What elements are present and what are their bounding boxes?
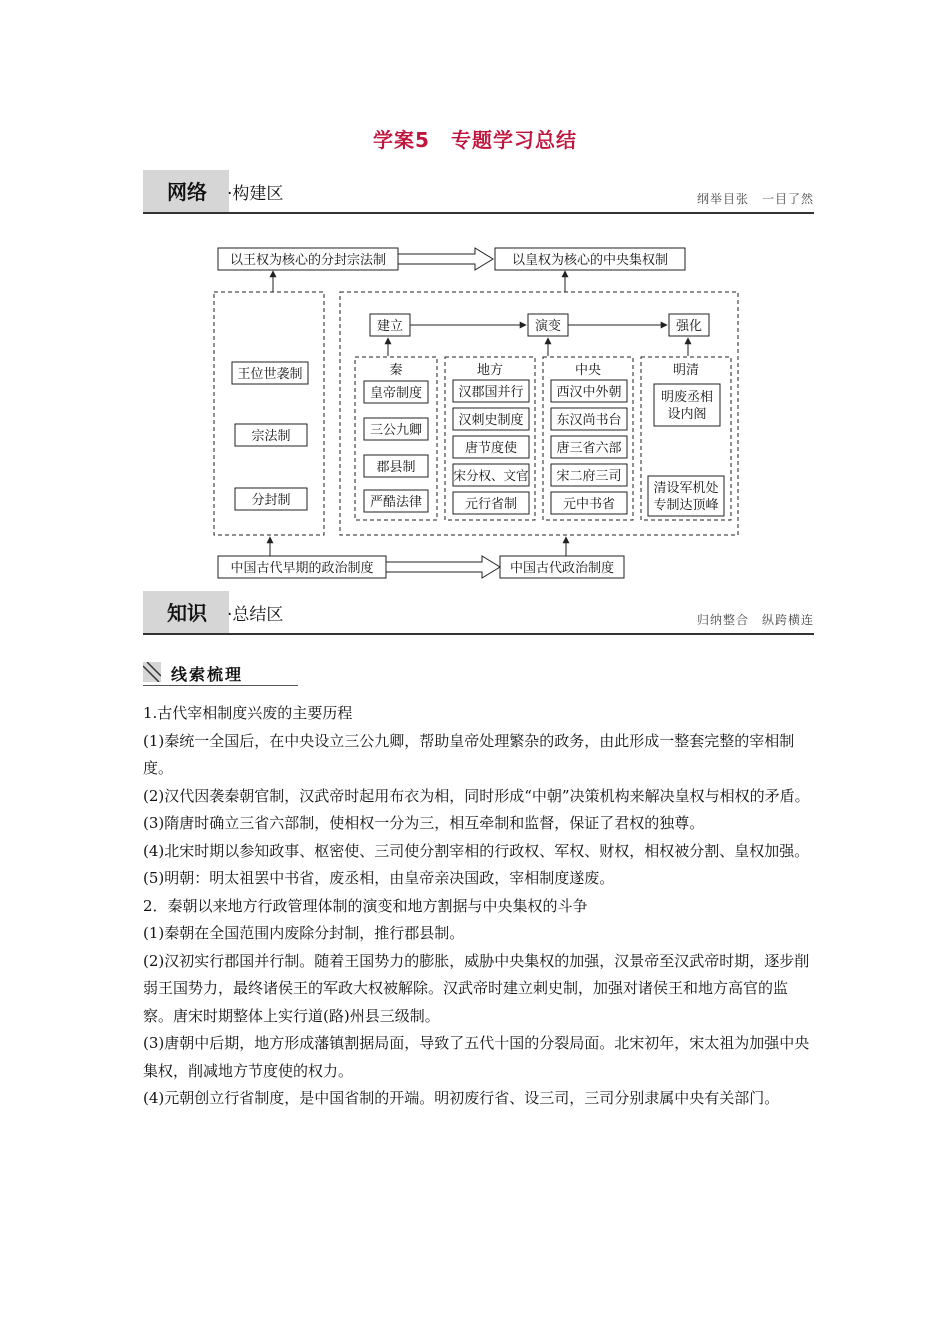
section-motto: 纲举目张 一目了然 bbox=[696, 192, 814, 206]
paragraph: 1.古代宰相制度兴废的主要历程 bbox=[143, 704, 353, 722]
section-subtitle: ·总结区 bbox=[227, 605, 284, 625]
summary-content bbox=[143, 700, 814, 1113]
section-header-knowledge bbox=[143, 591, 814, 635]
left-item: 分封制 bbox=[251, 493, 291, 508]
paragraph: (3)唐朝中后期，地方形成藩镇割据局面，导致了五代十国的分裂局面。北宋初年，宋太祖为加强中央集权，削减地方节度使的权力。 bbox=[143, 1034, 810, 1080]
section-subtitle: ·构建区 bbox=[227, 184, 284, 204]
qin-item: 三公九卿 bbox=[369, 423, 423, 438]
hollow-arrow-bottom bbox=[386, 556, 500, 578]
paragraph: 2．秦朝以来地方行政管理体制的演变和地方割据与中央集权的斗争 bbox=[143, 896, 588, 915]
column-header: 秦 bbox=[389, 363, 403, 378]
left-item: 王位世袭制 bbox=[237, 367, 303, 382]
paragraph: (1)秦统一全国后，在中央设立三公九卿，帮助皇帝处理繁杂的政务，由此形成一整套完整的宰相制度。 bbox=[143, 731, 795, 777]
ming-qing-item: 明废丞相设内阁 bbox=[660, 390, 714, 422]
bottom-left-text: 中国古代早期的政治制度 bbox=[230, 561, 374, 576]
qin-item: 皇帝制度 bbox=[369, 386, 423, 401]
top-right-text: 以皇权为核心的中央集权制 bbox=[511, 253, 669, 268]
stage-strengthen: 强化 bbox=[675, 319, 703, 334]
paragraph: (2)汉代因袭秦朝官制，汉武帝时起用布衣为相，同时形成“中朝”决策机构来解决皇权与相权的矛盾。 bbox=[143, 786, 810, 805]
central-item: 西汉中外朝 bbox=[556, 385, 622, 400]
page-title: 学案5 专题学习总结 bbox=[373, 128, 577, 152]
local-item: 唐节度使 bbox=[464, 441, 518, 456]
qin-item: 严酷法律 bbox=[369, 495, 423, 510]
clue-heading bbox=[143, 659, 298, 687]
clue-title: 线索梳理 bbox=[171, 665, 244, 684]
paragraph: (4)元朝创立行省制度，是中国省制的开端。明初废行省、设三司，三司分别隶属中央有关部门。 bbox=[143, 1089, 780, 1107]
central-item: 唐三省六部 bbox=[556, 441, 622, 456]
hollow-arrow-top bbox=[398, 248, 493, 270]
top-left-text: 以王权为核心的分封宗法制 bbox=[229, 253, 387, 268]
central-item: 宋二府三司 bbox=[556, 469, 622, 484]
qin-item: 郡县制 bbox=[376, 460, 416, 475]
central-item: 东汉尚书台 bbox=[556, 413, 622, 428]
local-item: 汉郡国并行 bbox=[458, 385, 524, 400]
stage-establish: 建立 bbox=[376, 319, 404, 334]
column-header: 中央 bbox=[574, 363, 602, 378]
paragraph: (1)秦朝在全国范围内废除分封制，推行郡县制。 bbox=[143, 924, 465, 942]
section-underline bbox=[143, 633, 814, 635]
paragraph: (2)汉初实行郡国并行制。随着王国势力的膨胀，威胁中央集权的加强，汉景帝至汉武帝时期，逐步削弱王国势力，最终诸侯王的军政大权被解除。汉武帝时建立刺史制，加强对诸侯王和地方高官的监察。唐宋时期整体上实行道(路)州县三级制。 bbox=[143, 951, 810, 1025]
local-item: 元行省制 bbox=[464, 497, 518, 512]
central-item: 元中书省 bbox=[562, 497, 616, 512]
section-motto: 归纳整合 纵跨横连 bbox=[696, 613, 814, 627]
local-item: 汉刺史制度 bbox=[458, 413, 524, 428]
bottom-right-text: 中国古代政治制度 bbox=[509, 561, 615, 576]
section-title: 网络 bbox=[167, 180, 207, 204]
paragraph: (4)北宋时期以参知政事、枢密使、三司使分割宰相的行政权、军权、财权，相权被分割、皇权加强。 bbox=[143, 841, 810, 860]
local-item: 宋分权、文官 bbox=[453, 468, 529, 483]
stage-evolve: 演变 bbox=[534, 319, 562, 334]
left-item: 宗法制 bbox=[251, 429, 291, 444]
paragraph: (5)明朝：明太祖罢中书省，废丞相，由皇帝亲决国政，宰相制度遂废。 bbox=[143, 869, 615, 887]
paragraph: (3)隋唐时确立三省六部制，使相权一分为三，相互牵制和监督，保证了君权的独尊。 bbox=[143, 814, 705, 832]
column-central bbox=[543, 357, 633, 520]
column-header: 明清 bbox=[672, 363, 700, 378]
column-local bbox=[445, 357, 535, 520]
column-header: 地方 bbox=[476, 363, 504, 378]
concept-diagram bbox=[0, 0, 950, 600]
clue-underline bbox=[143, 685, 298, 686]
diagonal-stripe-icon bbox=[143, 662, 161, 682]
ming-qing-item: 清设军机处专制达顶峰 bbox=[653, 481, 719, 513]
section-title: 知识 bbox=[167, 601, 207, 625]
